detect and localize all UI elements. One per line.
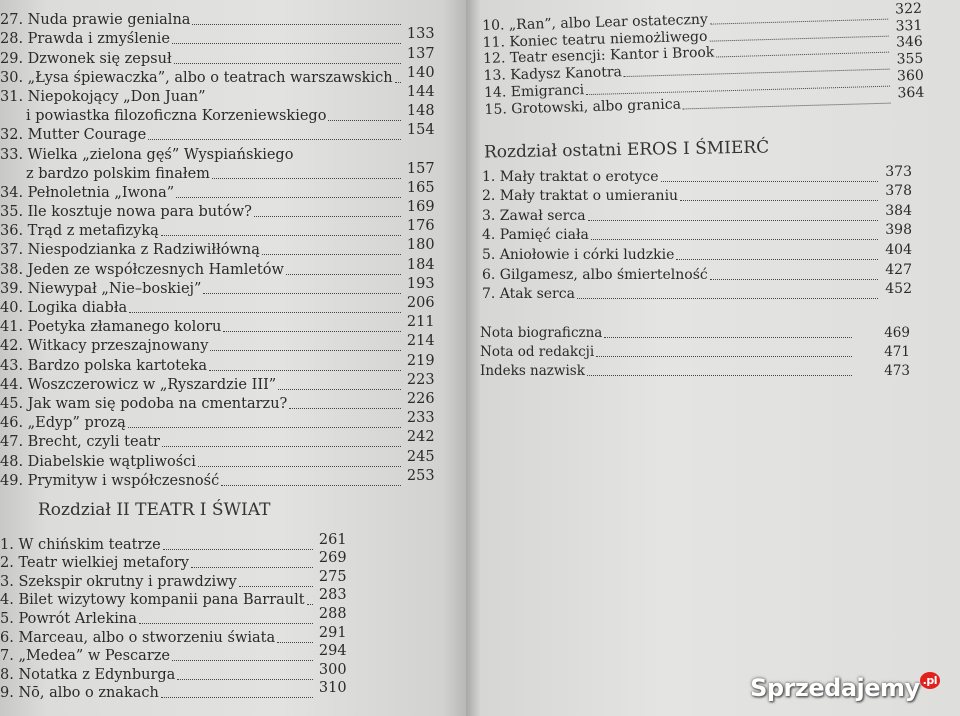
toc-entry-title: 1. W chińskim teatrze: [0, 536, 161, 553]
toc-entry-title: Indeks nazwisk: [480, 363, 585, 379]
dot-leader: [176, 197, 400, 198]
toc-entry-page: 469: [884, 325, 910, 341]
toc-entry-title: 46. „Edyp” prozą: [0, 415, 126, 432]
toc-entry: [0, 333, 435, 355]
toc-entry-page: 245: [406, 448, 435, 465]
toc-entry-page: 283: [318, 587, 347, 604]
toc-entry-title: 29. Dzwonek się zepsuł: [0, 50, 172, 67]
toc-entry: [0, 256, 435, 278]
toc-entry-page: 269: [318, 550, 347, 567]
toc-entry: [0, 122, 435, 144]
dot-leader: [277, 642, 312, 643]
toc-entry: [0, 314, 435, 336]
last-chapter-heading: Rozdział ostatni EROS I ŚMIERĆ: [483, 137, 770, 163]
watermark-suffix: .pl: [920, 672, 940, 689]
toc-entry-title: 43. Bardzo polska kartoteka: [0, 357, 208, 374]
toc-entry-title: 49. Prymityw i współczesność: [0, 472, 220, 489]
toc-entry-title: i powiastka filozoficzna Korzeniewskiego: [26, 108, 327, 125]
toc-entry-title: 11. Koniec teatru niemożliwego: [482, 28, 708, 51]
dot-leader: [588, 220, 878, 221]
toc-entry-page: 398: [885, 222, 912, 239]
dot-leader: [591, 239, 878, 240]
toc-entry: [0, 352, 435, 374]
toc-entry-title: 44. Woszczerowicz w „Ryszardzie III”: [0, 376, 277, 393]
dot-leader: [174, 63, 401, 64]
dot-leader: [254, 216, 401, 217]
dot-leader: [577, 298, 878, 299]
dot-leader: [162, 446, 401, 447]
dot-leader: [278, 389, 400, 390]
toc-entry-title: 3. Szekspir okrutny i prawdziwy: [0, 573, 237, 590]
toc-entry-page: 133: [406, 26, 435, 43]
toc-entry-title: 2. Teatr wielkiej metafory: [0, 555, 189, 572]
dot-leader: [172, 43, 401, 44]
toc-entry: [0, 448, 435, 470]
toc-entry-page: 364: [897, 84, 925, 102]
toc-entry: [482, 183, 912, 206]
toc-entry-title: 5. Aniołowie i córki ludzkie: [482, 246, 675, 263]
watermark-brand: Sprzedajemy: [750, 674, 920, 702]
toc-entry: [0, 26, 435, 48]
dot-leader: [209, 370, 401, 371]
toc-entry-title: 41. Poetyka złamanego koloru: [0, 319, 222, 336]
toc-entry-page: 294: [318, 643, 347, 660]
dot-leader: [191, 567, 313, 568]
toc-entry-page: 331: [895, 17, 923, 35]
toc-entry-title: z bardzo polskim finałem: [26, 165, 210, 182]
toc-entry-title: 13. Kadysz Kanotra: [483, 64, 623, 85]
toc-entry-page: 404: [885, 241, 912, 258]
toc-entry-title: Nota biograficzna: [480, 325, 603, 341]
toc-entry-page: 300: [318, 661, 347, 678]
toc-entry: [0, 550, 347, 573]
dot-leader: [198, 466, 401, 467]
toc-entry: [0, 605, 347, 628]
toc-entry-page: 378: [885, 183, 912, 200]
toc-list-chapter1-cont: [0, 10, 435, 490]
toc-entry-page: 261: [318, 531, 347, 548]
toc-entry-page: 184: [406, 256, 435, 273]
toc-entry-title: 31. Niepokojący „Don Juan”: [0, 88, 206, 105]
toc-entry: [0, 218, 435, 240]
toc-entry-title: 7. „Medea” w Pescarze: [0, 648, 170, 665]
dot-leader: [148, 139, 400, 140]
toc-entry-page: 165: [406, 179, 435, 196]
toc-entry-title: 8. Notatka z Edynburga: [0, 666, 176, 683]
toc-entry: [480, 342, 910, 361]
dot-leader: [710, 279, 878, 280]
toc-entry: [0, 64, 435, 87]
toc-entry: [0, 144, 435, 163]
toc-entry-title: 32. Mutter Courage: [0, 127, 147, 144]
toc-entry-page: 275: [318, 568, 347, 585]
toc-entry-page: 322: [894, 0, 923, 18]
toc-entry-page: 355: [896, 50, 924, 68]
toc-entry: [0, 45, 435, 67]
dot-leader: [172, 660, 313, 661]
toc-entry-title: 47. Brecht, czyli teatr: [0, 434, 160, 451]
toc-entry-title: 38. Jeden ze współczesnych Hamletów: [0, 261, 284, 278]
toc-entry-page: 253: [406, 467, 435, 484]
toc-entry: [0, 237, 435, 259]
toc-entry-title: 1. Mały traktat o erotyce: [482, 168, 659, 185]
toc-list-appendix: [480, 323, 910, 380]
toc-entry-title: 40. Logika diabła: [0, 300, 128, 316]
toc-entry-page: 144: [406, 83, 435, 100]
toc-entry-page: 211: [406, 314, 435, 331]
dot-leader: [286, 274, 401, 275]
dot-leader: [221, 485, 400, 486]
toc-entry: [482, 163, 912, 186]
toc-entry: [480, 323, 910, 342]
toc-entry-page: 219: [406, 352, 435, 369]
toc-entry-title: 37. Niespodzianka z Radziwiłłówną: [0, 242, 260, 259]
watermark-logo: [750, 674, 940, 702]
toc-entry-title: 6. Marceau, albo o stworzeniu świata: [0, 629, 276, 646]
toc-entry: [0, 568, 347, 591]
toc-entry: [0, 624, 347, 647]
toc-entry: [0, 295, 435, 317]
toc-entry: [0, 390, 435, 413]
dot-leader: [262, 254, 401, 255]
toc-entry-title: 10. „Ran”, albo Lear ostateczny: [481, 11, 708, 34]
toc-entry-title: 14. Emigranci: [483, 82, 585, 101]
toc-entry-page: 360: [896, 67, 925, 85]
dot-leader: [661, 181, 878, 182]
toc-entry: [0, 275, 435, 298]
toc-entry: [0, 429, 435, 451]
toc-entry-page: 452: [885, 281, 912, 298]
toc-entry-title: 5. Powrót Arlekina: [0, 610, 137, 627]
toc-entry: [0, 467, 435, 490]
dot-leader: [203, 293, 400, 294]
toc-entry: [482, 241, 912, 264]
toc-entry-title: 36. Trąd z metafizyką: [0, 223, 159, 240]
toc-entry-title: 15. Grotowski, albo granica: [484, 96, 682, 118]
toc-entry-page: 310: [318, 680, 347, 697]
toc-entry-page: 206: [406, 295, 435, 311]
toc-entry: [480, 361, 910, 380]
toc-entry: [0, 531, 347, 554]
toc-entry-page: 471: [884, 344, 910, 360]
toc-entry-title: 6. Gilgamesz, albo śmiertelność: [482, 266, 708, 283]
toc-entry-page: 154: [406, 122, 435, 139]
toc-entry: [0, 661, 347, 684]
dot-leader: [239, 586, 313, 587]
toc-entry-page: 180: [406, 237, 435, 254]
dot-leader: [161, 697, 313, 698]
toc-entry-title: 42. Witkacy przeszajnowany: [0, 338, 209, 355]
dot-leader: [223, 331, 400, 332]
dot-leader: [676, 259, 878, 260]
toc-entry: [482, 222, 912, 245]
toc-entry-title: 33. Wielka „zielona gęś” Wyspiańskiego: [0, 146, 294, 163]
toc-entry-title: 2. Mały traktat o umieraniu: [482, 188, 679, 205]
toc-entry: [482, 281, 912, 304]
dot-leader: [289, 408, 400, 409]
toc-entry-title: 12. Teatr esencji: Kantor i Brook: [482, 44, 715, 68]
chapter2-heading: Rozdział II TEATR I ŚWIAT: [38, 500, 271, 520]
toc-entry-page: 148: [406, 103, 435, 120]
toc-entry: [0, 103, 435, 125]
toc-entry-title: 35. Ile kosztuje nowa para butów?: [0, 204, 252, 221]
toc-entry-page: 384: [885, 202, 912, 219]
toc-entry-page: 242: [406, 429, 435, 446]
toc-entry-page: 233: [406, 410, 435, 427]
toc-entry-title: 45. Jak wam się podoba na cmentarzu?: [0, 395, 288, 412]
toc-entry-page: 214: [406, 333, 435, 350]
dot-leader: [163, 549, 313, 550]
toc-entry-page: 226: [406, 390, 435, 407]
toc-entry-page: 157: [406, 160, 435, 177]
dot-leader: [395, 82, 401, 83]
toc-entry-page: 427: [885, 261, 912, 278]
toc-entry-page: 140: [406, 64, 435, 81]
toc-entry-page: 373: [885, 163, 912, 180]
dot-leader: [129, 312, 400, 313]
dot-leader: [683, 102, 890, 109]
dot-leader: [192, 24, 400, 25]
dot-leader: [128, 427, 401, 428]
toc-entry-page: 176: [406, 218, 435, 235]
toc-entry-title: 9. Nō, albo o znakach: [0, 685, 159, 702]
toc-entry-page: 193: [406, 275, 435, 292]
dot-leader: [604, 337, 852, 338]
toc-entry-page: 288: [318, 605, 347, 622]
toc-entry-title: 4. Pamięć ciała: [482, 227, 589, 244]
toc-list-chapter2-cont: [481, 0, 925, 119]
toc-entry: [0, 10, 435, 29]
toc-entry-title: 28. Prawda i zmyślenie: [0, 31, 170, 48]
toc-entry-title: 39. Niewypał „Nie–boskiej”: [0, 280, 202, 297]
toc-entry-page: 346: [895, 34, 924, 51]
toc-entry: [0, 179, 435, 202]
toc-entry-page: 291: [318, 624, 347, 641]
dot-leader: [596, 356, 852, 357]
toc-entry-page: 169: [406, 199, 435, 216]
toc-list-last-chapter: [482, 163, 912, 303]
toc-entry: [0, 83, 435, 106]
toc-entry-title: 30. „Łysa śpiewaczka”, albo o teatrach warszawskich: [0, 69, 393, 86]
dot-leader: [210, 350, 400, 351]
toc-entry-title: 48. Diabelskie wątpliwości: [0, 453, 196, 470]
toc-entry: [0, 199, 435, 221]
toc-entry: [482, 261, 912, 284]
toc-entry: [0, 371, 435, 394]
dot-leader: [587, 375, 852, 376]
toc-entry: [0, 587, 347, 610]
toc-entry-title: Nota od redakcji: [480, 344, 595, 360]
dot-leader: [139, 623, 313, 624]
toc-entry-title: 34. Pełnoletnia „Iwona”: [0, 184, 175, 201]
toc-entry: [0, 680, 347, 703]
toc-list-chapter2: [0, 531, 347, 702]
toc-entry-title: 27. Nuda prawie genialna: [0, 12, 191, 29]
dot-leader: [307, 604, 313, 605]
toc-entry: [0, 643, 347, 666]
toc-entry-page: 223: [406, 371, 435, 388]
toc-entry-title: 3. Zawał serca: [482, 207, 586, 224]
toc-entry-page: 137: [406, 45, 435, 62]
dot-leader: [328, 120, 400, 121]
toc-entry-title: 7. Atak serca: [482, 286, 575, 303]
dot-leader: [161, 235, 401, 236]
toc-entry-page: 473: [884, 363, 910, 379]
dot-leader: [680, 200, 878, 201]
dot-leader: [177, 679, 312, 680]
toc-entry: [0, 410, 435, 432]
dot-leader: [212, 178, 401, 179]
toc-entry: [0, 160, 435, 183]
toc-entry-title: 4. Bilet wizytowy kompanii pana Barrault: [0, 592, 305, 609]
toc-entry: [482, 202, 912, 225]
